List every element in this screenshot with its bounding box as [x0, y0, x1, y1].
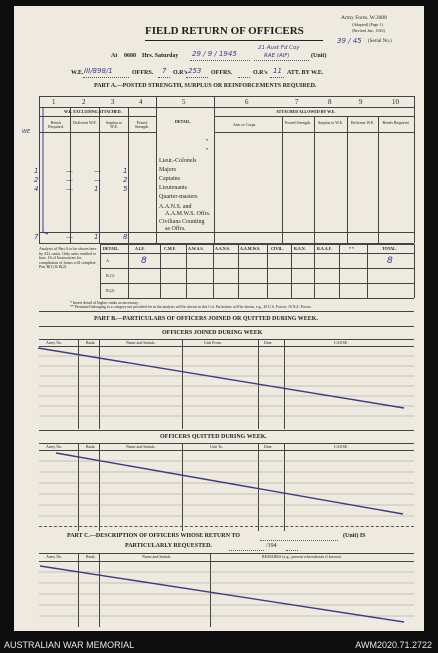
ors-value: 253	[188, 67, 202, 75]
rank-majors: Majors	[159, 167, 176, 173]
we-excl-header: W.E. EXCLUDING ATTACHED.	[64, 109, 122, 114]
col-num-6: 6	[245, 98, 249, 106]
subhead-r-reinfs: Reinfs Required.	[382, 120, 410, 125]
partc-col-name: Name and Initials.	[142, 554, 172, 559]
quitted-title: OFFICERS QUITTED DURING WEEK.	[160, 434, 267, 440]
form-id-line3: (Revised Jan., 1943)	[352, 28, 385, 33]
detail-head: DETAIL.	[175, 119, 192, 124]
rank-qm: Quarter-masters	[159, 194, 198, 200]
row-lieut-c1: 4	[34, 185, 39, 193]
form-title: FIELD RETURN OF OFFICERS	[145, 25, 304, 37]
we-value: III/898/1	[84, 67, 113, 75]
rank-star-1: *	[206, 138, 208, 143]
row-captains-c3: —	[94, 176, 101, 184]
rank-aans: A.A.N.S. and	[159, 204, 192, 210]
analysis-col-other: * *	[349, 246, 354, 251]
at-label: At	[111, 53, 118, 59]
part-b-heading: PART B.—PARTICULARS OF OFFICERS JOINED OR QUITTED DURING WEEK.	[94, 316, 318, 322]
part-c-unit-label: (Unit) IS	[343, 533, 366, 539]
footnote-2: ** Personnel belonging to a category not provided for in the analysis will be shown in this Col. Particulars will be shown, e.g., 20 U.S. Forces; 16 N.Z. Forces.	[70, 305, 312, 309]
joined-col-unit-from: Unit From.	[204, 340, 222, 345]
total-c1: 7	[34, 233, 39, 241]
col-num-1: 1	[52, 98, 56, 106]
row-captains-c1: 2	[34, 176, 39, 184]
rank-as-offrs: as Offrs.	[165, 226, 186, 232]
row-captains-c2: —	[66, 176, 73, 184]
we-label: W.E.	[71, 70, 84, 76]
footnote-1: * Insert detail of higher ranks as necessary.	[70, 300, 139, 305]
part-a-heading: PART A.—POSTED STRENGTH, SURPLUS OR REINFORCEMENTS REQUIRED.	[94, 83, 317, 89]
row-lieut-c2: —	[66, 185, 73, 193]
unit-label: (Unit)	[311, 53, 327, 59]
analysis-col-cmf: C.M.F.	[164, 246, 176, 251]
footer-left: AUSTRALIAN WAR MEMORIAL	[4, 640, 135, 650]
total-c4: 8	[123, 233, 128, 241]
col-num-7: 7	[295, 98, 299, 106]
subhead-r-posted: Posted Strength.	[284, 120, 312, 125]
col-num-5: 5	[182, 98, 186, 106]
quitted-col-cause: CAUSE.	[334, 444, 349, 449]
row-captains-c4: 2	[123, 176, 128, 184]
joined-title: OFFICERS JOINED DURING WEEK	[162, 330, 263, 336]
col-num-2: 2	[82, 98, 86, 106]
row-lieut-c4: 5	[123, 185, 128, 193]
att-label: ATT. BY W.E.	[287, 70, 324, 76]
row-majors-c2: —	[66, 167, 73, 175]
analysis-col-aif: A.I.F.	[135, 246, 145, 251]
rank-lieutenants: Lieutenants	[159, 185, 187, 191]
part-c-heading: PART C.—DESCRIPTION OF OFFICERS WHOSE RETURN TO	[67, 533, 240, 539]
analysis-row-b1: B.(1)	[106, 273, 115, 278]
subhead-reinfs: Reinfs Required.	[48, 120, 64, 129]
subhead-r-deficient: Deficient W.E.	[350, 120, 375, 125]
joined-col-cause: CAUSE.	[334, 340, 349, 345]
joined-col-date: Date.	[264, 340, 273, 345]
row-lieut-c3: 1	[94, 185, 99, 193]
subhead-r-surplus: Surplus to W.E.	[317, 120, 344, 125]
rank-civilians: Civilians Counting	[159, 219, 205, 225]
col-num-9: 9	[359, 98, 363, 106]
strike-line-joined	[38, 348, 404, 408]
col-num-4: 4	[139, 98, 143, 106]
serial-value: 39 / 45	[337, 37, 362, 45]
ors2-value: 11	[273, 67, 282, 75]
rank-star-2: *	[206, 147, 208, 152]
analysis-col-civil: CIVIL.	[271, 246, 284, 251]
joined-col-rank: Rank.	[86, 340, 96, 345]
unit-value-2: RAE (AIF)	[264, 53, 290, 59]
col-num-8: 8	[328, 98, 332, 106]
form-id-line2: (Adapted) (Page 1)	[352, 22, 383, 27]
joined-col-armyno: Army No.	[46, 340, 63, 345]
quitted-col-rank: Rank.	[86, 444, 96, 449]
analysis-col-awas: A.W.A.S.	[188, 246, 204, 251]
analysis-row-b2: B.(2)	[106, 288, 115, 293]
part-c-date-label: /194	[266, 543, 277, 549]
total-c3: 1	[94, 233, 99, 241]
col-num-3: 3	[111, 98, 115, 106]
attached-header: ATTACHED ALLOWED BY W.E.	[276, 109, 336, 114]
partc-col-remarks: REMARKS (e.g., present whereabouts if known).	[262, 554, 342, 559]
offrs-value: 7	[162, 67, 167, 75]
analysis-col-aans: A.A.N.S.	[215, 246, 230, 251]
offrs2-label: OFFRS.	[211, 70, 233, 76]
quitted-col-unit-to: Unit To.	[210, 444, 224, 449]
ruling-lines	[14, 6, 424, 631]
form-id-line1: Army Form. W.3008	[341, 15, 387, 21]
hrs-value: 0600	[124, 53, 136, 59]
offrs-label: OFFRS.	[132, 70, 154, 76]
analysis-col-aamws: A.A.M.W.S.	[240, 246, 261, 251]
analysis-col-detail: DETAIL.	[103, 246, 120, 251]
partc-col-rank: Rank.	[86, 554, 96, 559]
analysis-col-ran: R.A.N.	[294, 246, 306, 251]
analysis-col-total: TOTAL.	[382, 246, 397, 251]
rank-lt-col: Lieut.-Colonels	[159, 158, 197, 164]
rank-captains: Captains	[159, 176, 180, 182]
analysis-aif-value: 8	[141, 256, 147, 266]
row-majors-c4: 1	[123, 167, 128, 175]
ors-label: O.R's	[173, 70, 188, 76]
arm-corps-head: Arm or Corps.	[233, 122, 257, 127]
serial-label: (Serial No.)	[368, 39, 392, 44]
analysis-total-value: 8	[387, 256, 393, 266]
quitted-col-armyno: Army No.	[46, 444, 63, 449]
unit-value-1: 21 Aust Fd Coy	[258, 45, 300, 51]
row-majors-c3: —	[94, 167, 101, 175]
analysis-col-raaf: R.A.A.F.	[317, 246, 332, 251]
hrs-label: Hrs. Saturday	[142, 53, 179, 59]
part-c-heading2: PARTICULARLY REQUESTED.	[125, 543, 212, 549]
analysis-row-a: A.	[106, 258, 110, 263]
quitted-col-date: Date.	[264, 444, 273, 449]
subhead-posted: Posted Strength.	[134, 120, 150, 129]
subhead-surplus: Surplus to W.E.	[105, 120, 123, 129]
archive-footer	[0, 638, 438, 653]
total-c2: —	[66, 233, 73, 241]
ors2-label: O.R's	[253, 70, 268, 76]
footer-right: AWM2020.71.2722	[355, 640, 432, 650]
analysis-note: Analysis of Part A to be shown here by ALL units. Only units entitled to bars. 16 of Instructions for compilation of forms will complete Part B(1) & B(2).	[39, 246, 97, 270]
col-num-10: 10	[392, 98, 399, 106]
row-majors-c1: 1	[34, 167, 39, 175]
joined-col-name: Name and Initials.	[126, 340, 156, 345]
rank-aamws: A.A.M.W.S. Offrs.	[165, 211, 211, 217]
subhead-deficient: Deficient W.E.	[73, 120, 97, 125]
quitted-col-name: Name and Initials.	[126, 444, 156, 449]
date-value: 29 / 9 / 1945	[192, 50, 237, 58]
partc-col-armyno: Army No.	[46, 554, 63, 559]
form-page	[14, 6, 424, 631]
we-margin-note: WE	[22, 129, 31, 135]
